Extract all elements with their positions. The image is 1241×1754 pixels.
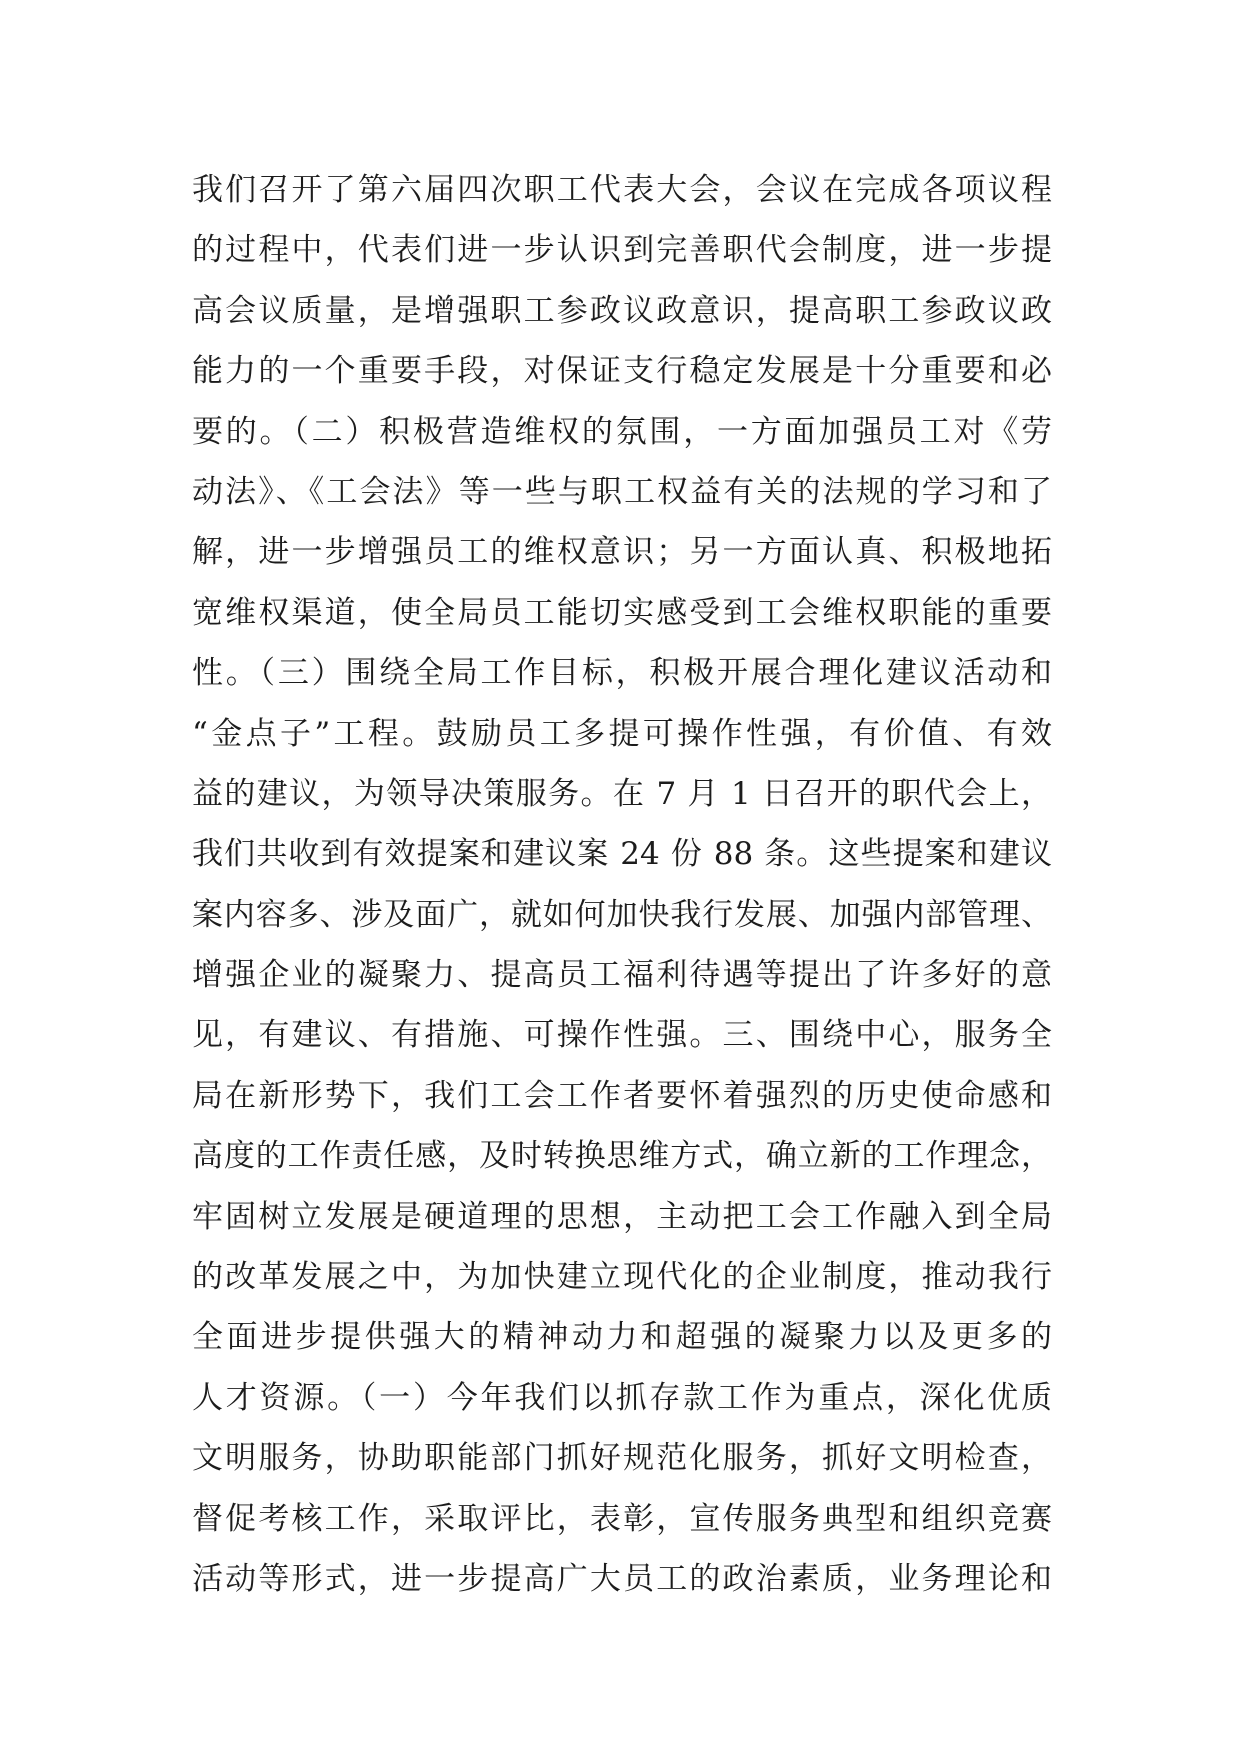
text-line: 文明服务，协助职能部门抓好规范化服务，抓好文明检查， (192, 1440, 1052, 1477)
text-line: 人才资源。（一）今年我们以抓存款工作为重点，深化优质 (192, 1379, 1052, 1416)
text-line: 益的建议，为领导决策服务。在 7 月 1 日召开的职代会上， (192, 775, 1052, 812)
text-line: 动法》、《工会法》等一些与职工权益有关的法规的学习和了 (192, 473, 1052, 510)
text-line: 督促考核工作，采取评比，表彰，宣传服务典型和组织竞赛 (192, 1500, 1052, 1537)
text-line: 解，进一步增强员工的维权意识；另一方面认真、积极地拓 (192, 534, 1052, 571)
text-line: “金点子”工程。鼓励员工多提可操作性强，有价值、有效 (192, 715, 1052, 752)
text-line: 高会议质量，是增强职工参政议政意识，提高职工参政议政 (192, 292, 1052, 329)
text-line: 活动等形式，进一步提高广大员工的政治素质，业务理论和 (192, 1560, 1052, 1597)
text-line: 性。（三）围绕全局工作目标，积极开展合理化建议活动和 (192, 655, 1052, 692)
text-line: 的改革发展之中，为加快建立现代化的企业制度，推动我行 (192, 1259, 1052, 1296)
text-line: 宽维权渠道，使全局员工能切实感受到工会维权职能的重要 (192, 594, 1052, 631)
text-line: 的过程中，代表们进一步认识到完善职代会制度，进一步提 (192, 232, 1052, 269)
text-line: 牢固树立发展是硬道理的思想，主动把工会工作融入到全局 (192, 1198, 1052, 1235)
text-line: 局在新形势下，我们工会工作者要怀着强烈的历史使命感和 (192, 1077, 1052, 1114)
body-text (192, 160, 1052, 1609)
text-line: 全面进步提供强大的精神动力和超强的凝聚力以及更多的 (192, 1319, 1052, 1356)
text-line: 见，有建议、有措施、可操作性强。三、围绕中心，服务全 (192, 1017, 1052, 1054)
text-line: 高度的工作责任感，及时转换思维方式，确立新的工作理念， (192, 1138, 1052, 1175)
text-line: 案内容多、涉及面广，就如何加快我行发展、加强内部管理、 (192, 896, 1052, 933)
text-line: 我们共收到有效提案和建议案 24 份 88 条。这些提案和建议 (192, 836, 1052, 873)
text-line: 要的。（二）积极营造维权的氛围，一方面加强员工对《劳 (192, 413, 1052, 450)
text-line: 能力的一个重要手段，对保证支行稳定发展是十分重要和必 (192, 353, 1052, 390)
text-line: 我们召开了第六届四次职工代表大会，会议在完成各项议程 (192, 172, 1052, 208)
text-line: 增强企业的凝聚力、提高员工福利待遇等提出了许多好的意 (192, 957, 1052, 994)
